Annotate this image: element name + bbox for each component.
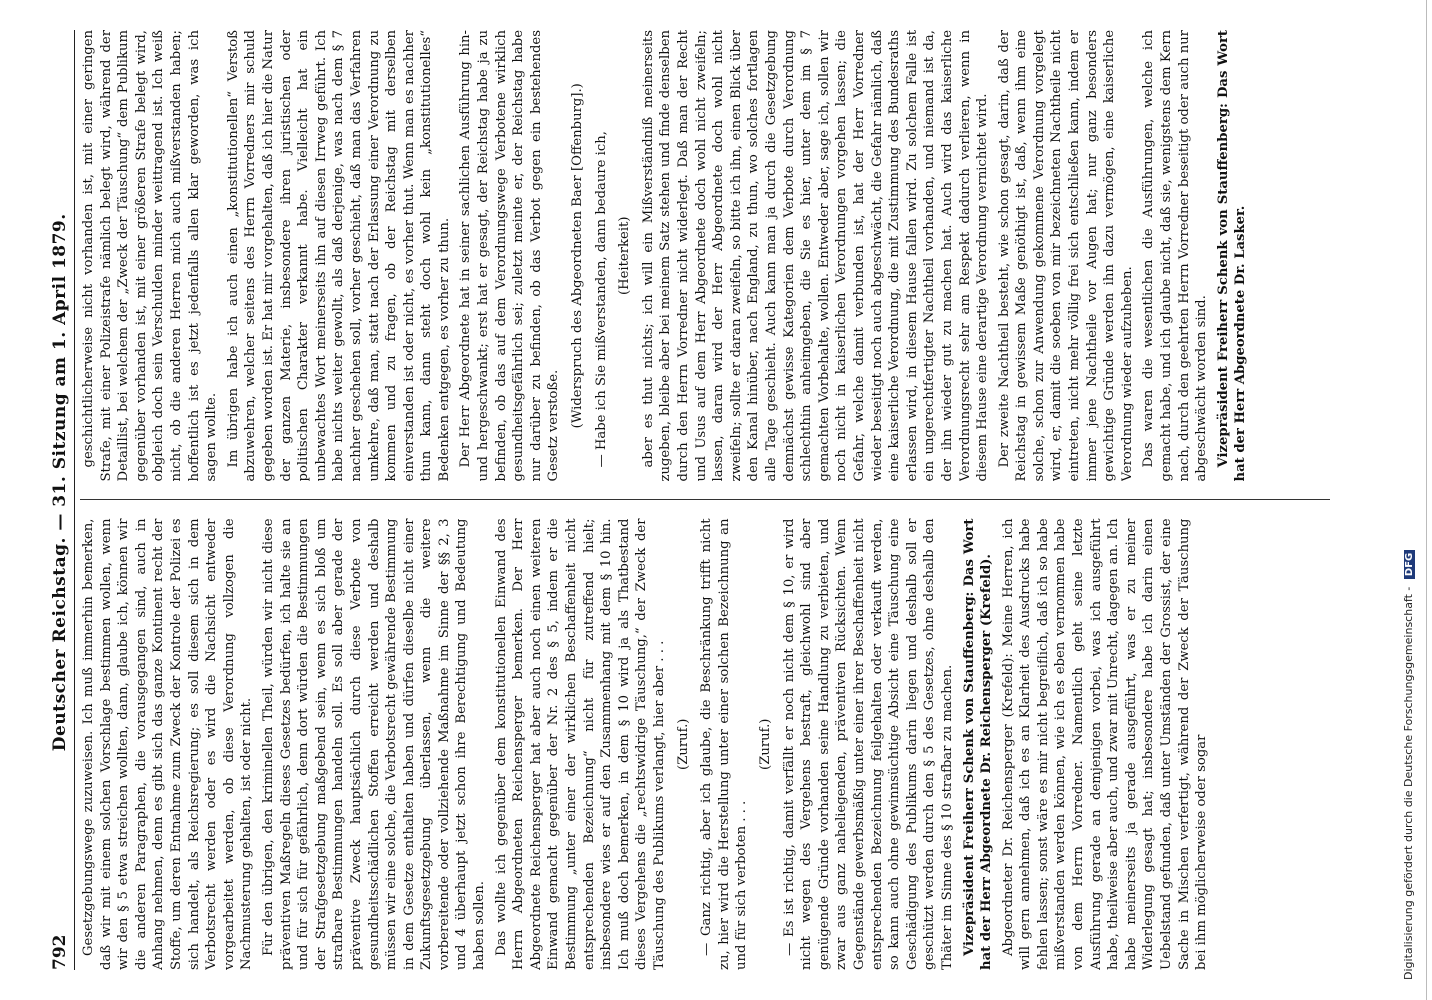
column-left — [80, 519, 1330, 971]
paragraph: — Es ist richtig, damit verfällt er noch nicht dem § 10, er wird nicht wegen des Vergehens bestraft, gleichwohl sind aber genügende Gründe vorhanden seine Handlung zu verbieten, und zwar aus ganz naheliegenden, präventiven Rücksichten. Wenn Gegenstände gewerbsmäßig unter einer ihrer Beschaffenheit nicht entsprechenden Bezeichnung feilgehalten oder verkauft werden, so kann auch ohne gewinnsüchtige Absicht eine Täuschung eine Geschädigung des Publikums darin liegen und deshalb soll er geschützt werden durch den § 5 des Gesetzes, ohne deshalb den Thäter im Sinne des § 10 strafbar zu machen. — [781, 518, 955, 970]
interjection: (Zuruf.) — [757, 718, 773, 770]
credit-text-wrap — [1402, 20, 1415, 980]
paragraph: Der Herr Abgeordnete hat in seiner sachlichen Ausführung hin- und hergeschwankt; erst hat er gesagt, der Reichstag habe ja zu befinden, ob das auf dem Verordnungswege Verbotene wirklich gesundheitsgefährlich sei; zuletzt meinte er, der Reichstag habe nur darüber zu befinden, ob das Verbot gegen ein bestehendes Gesetz verstoße. — [458, 30, 562, 482]
speaker-line: Vizepräsident Freiherr Schenk von Stauffenberg: Das Wort hat der Herr Abgeordnete Dr. Reichensperger (Krefeld). — [961, 518, 995, 970]
paragraph: Das waren die wesentlichen die Ausführungen, welche ich gemacht habe, und ich glaube nicht, daß sie, wenigstens dem Kern nach, durch den geehrten Herrn Vorredner beseitigt oder auch nur abgeschwächt worden sind. — [1141, 30, 1210, 482]
paragraph: — Habe ich Sie mißverstanden, dann bedaure ich, — [593, 131, 609, 468]
page-title: Deutscher Reichstag. — 31. Sitzung am 1. April 1879. — [50, 213, 70, 752]
interjection: (Widerspruch des Abgeordneten Baer [Offenburg].) — [570, 83, 586, 429]
dfg-logo: DFG — [1404, 550, 1415, 579]
paragraph: geschichtlicherweise nicht vorhanden ist, mit einer geringen Strafe, mit einer Polizeistrafe nämlich belegt wird, während der Detaillist, bei welchem der „Zweck der Täuschung“ dem Publikum gegenüber vorhanden ist, mit einer größeren Strafe belegt wird, obgleich doch sein Verschulden minder weittragend ist. Ich weiß nicht, ob die anderen Herren mich auch mißverstanden haben; hoffentlich ist es jetzt jedenfalls allen klar geworden, was ich sagen wollte. — [81, 30, 220, 482]
paragraph: Gesetzgebungswege zuzuweisen. Ich muß immerhin bemerken, daß wir mit einem solchen Vorschlage bestimmen wollen, wenn wir den § 5 etwa streichen wollten, dann, glaube ich, können wir die anderen Paragraphen, die vorausgegangen sind, auch in Anhang nehmen, denn es gibt sich das ganze Kontinent recht der Stoffe, um deren Entnahme zum Zweck der Kontrole der Polizei es sich handelt, als Reichsregierung; es soll diesem sich in dem Verbotsrecht werden oder es wird die Nachsicht entweder vorgearbeitet werden, ob diese Verordnung vollzogen die Nachmusterung gehalten, ist oder nicht. — [81, 518, 255, 970]
credit-text: Digitalisierung gefördert durch die Deutsche Forschungsgemeinschaft - — [1402, 586, 1415, 980]
page-frame — [46, 30, 1336, 970]
paragraph: Im übrigen habe ich auch einen „konstitutionellen“ Verstoß abzuwehren, welcher seitens des Herrn Vorredners mir schuld gegeben worden ist. Er hat mir vorgehalten, daß ich hier die Natur der ganzen Materie, insbesondere ihren juristischen oder politischen Charakter verkannt habe. Vielleicht hat ein unbewachtes Wort meinerseits ihn auf diesen Irrweg geführt. Ich habe nichts weiter gewollt, als daß derjenige, was nach dem § 7 nachher geschehen soll, vorher geschieht, daß man das Verfahren umkehre, daß man, statt nach der Erlassung einer Verordnung zu kommen und zu fragen, ob der Reichstag mit derselben einverstanden ist oder nicht, es vorher thut. Wenn man es nachher thun kann, dann steht doch wohl kein „konstitutionelles“ Bedenken entgegen, es vorher zu thun. — [225, 30, 452, 482]
paragraph: Für den übrigen, den kriminellen Theil, würden wir nicht diese präventiven Maßregeln dieses Gesetzes bedürfen, ich halte sie an und für sich für gefährlich, denn dort würden die Bestimmungen der Strafgesetzgebung maßgebend sein, wenn es sich bloß um strafbare Bestimmungen handeln soll. Es soll aber gerade der präventive Zweck hauptsächlich durch diese Verbote von gesundheitsschädlichen Stoffen erreicht werden und deshalb müssen wir eine solche, die Verbotsrecht gewährende Bestimmung in dem Gesetze enthalten haben und dürfen dieselbe nicht einer Zukunftsgesetzgebung überlassen, wenn die weitere vorbereitende oder vollziehende Maßnahme im Sinne der §§ 2, 3 und 4 überhaupt jetzt schon ihre Berechtigung und Bedeutung haben sollen. — [260, 518, 488, 970]
paragraph: aber es thut nichts; ich will ein Mißverständniß meinerseits zugeben, bleibe aber bei meinem Satz stehen und finde denselben durch den Herrn Vorredner nicht widerlegt. Daß man der Recht und Usus auf dem Herr Abgeordnete doch wohl nicht zweifeln; lassen, daran wird der Herr Abgeordnete doch wohl nicht zweifeln; sollte er daran zweifeln, so bitte ich ihn, einen Blick über den Kanal hinüber, nach England, zu thun, wo solches fortlagen alle Tage geschieht. Auch kann man ja durch die Gesetzgebung demnächst gewisse Kategorien dem Verbote durch Verordnung schlechthin anheimgeben, die Sie es hier, unter dem im § 7 gemachten Vorbehalte, wollen. Entweder aber, sage ich, sollen wir noch nicht in kaiserlichen Verordnungen vorgehen lassen; die Gefahr, welche damit verbunden ist, hat der Herr Vorredner wieder beseitigt noch auch abgeschwächt, die Gefahr nämlich, daß eine kaiserliche Verordnung, die mit Zustimmung des Bundesraths erlassen wird, in diesem Hause fallen wird. Zu solchem Falle ist ein ungerechtfertigter Nachtheil vorhanden, und niemand ist da, der ihn wieder gut zu machen hat. Auch wird das kaiserliche Verordnungsrecht sehr am Respekt dadurch verlieren, wenn in diesem Hause eine derartige Verordnung vernichtet wird. — [640, 30, 991, 482]
paragraph: Das wollte ich gegenüber dem konstitutionellen Einwand des Herrn Abgeordneten Reichensperger bemerken. Der Herr Abgeordnete Reichensperger hat aber auch noch einen weiteren Einwand gemacht gegenüber der Nr. 2 des § 5, indem er die Bestimmung „unter einer der wirklichen Beschaffenheit nicht entsprechenden Bezeichnung“ nicht für zutreffend hielt; insbesondere wies er auf den Zusammenhang mit dem § 10 hin. Ich muß doch bemerken, in dem § 10 wird ja als Thatbestand dieses Vergehens die „rechtswidrige Täuschung,“ der Zweck der Täuschung des Publikums verlangt, hier aber . . . — [493, 518, 667, 970]
scan-edge — [1426, 0, 1427, 1000]
paragraph: — Ganz richtig, aber ich glaube, die Beschränkung trifft nicht zu, hier wird die Herstellung unter einer solchen Bezeichnung an und für sich verboten . . . — [699, 518, 750, 970]
interjection: (Heiterkeit) — [617, 216, 633, 296]
column-right — [80, 30, 1330, 482]
interjection: (Zuruf.) — [675, 718, 691, 770]
speaker-line: Vizepräsident Freiherr Schenk von Stauffenberg: Das Wort hat der Herr Abgeordnete Dr. Lasker. — [1215, 30, 1249, 482]
paragraph: Abgeordneter Dr. Reichensperger (Krefeld): Meine Herren, ich will gern annehmen, daß ich es an Klarheit des Ausdrucks habe fehlen lassen; sonst wäre es mir nicht begreiflich, daß ich so habe mißverstanden werden können, wie ich es eben vernommen habe von dem Herrn Vorredner. Namentlich geht seine letzte Ausführung gerade an demjenigen vorbei, was ich ausgeführt habe, theilweise aber auch, und zwar mit Unrecht, dagegen an. Ich habe meinerseits ja gerade ausgeführt, was er zu meiner Widerlegung gesagt hat; insbesondere habe ich darin einen Uebelstand gefunden, daß unter Umständen der Grossist, der eine Sache in Mischen verfertigt, während der Zweck der Täuschung bei ihm möglicherweise oder sogar — [1000, 518, 1210, 970]
page-number: 792 — [50, 934, 70, 970]
digitization-credit — [1402, 0, 1426, 1000]
paragraph: Der zweite Nachtheil besteht, wie schon gesagt, darin, daß der Reichstag in gewissem Maße genöthigt ist, daß, wenn ihm eine solche, schon zur Anwendung gekommene Verordnung vorgelegt wird, er, damit die soeben von mir bezeichneten Nachtheile nicht eintreten, nicht mehr völlig frei sich entschließen kann, indem er immer jene Nachtheile vor Augen hat; nur ganz besonders gewichtige Gründe werden ihn dazu vermögen, eine kaiserliche Verordnung wieder aufzuheben. — [996, 30, 1135, 482]
page-header — [46, 30, 75, 970]
column-divider — [80, 500, 1330, 501]
text-columns — [80, 30, 1330, 970]
